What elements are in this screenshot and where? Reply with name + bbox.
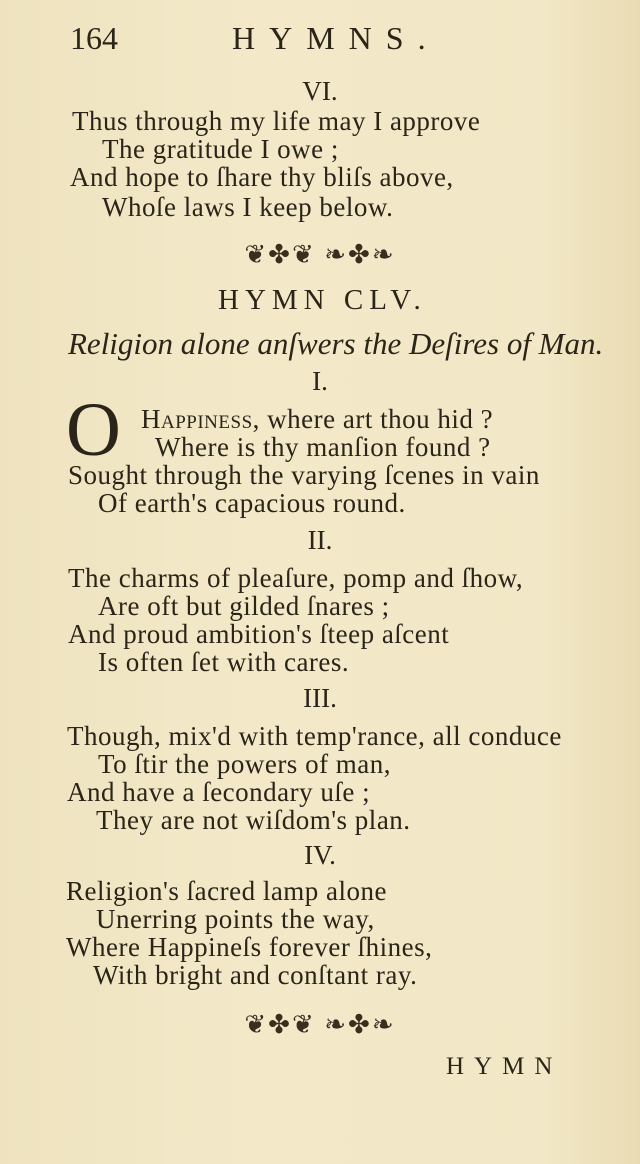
stanza-numeral: III. <box>303 683 337 713</box>
verse-line: Is often ſet with cares. <box>98 647 350 677</box>
verse-line: The charms of pleaſure, pomp and ſhow, <box>68 563 524 593</box>
page-number: 164 <box>70 20 118 56</box>
verse-line: And hope to ſhare thy bliſs above, <box>70 162 454 192</box>
verse-line <box>141 404 493 435</box>
verse-line: Though, mix'd with temp'rance, all conduce <box>67 721 562 751</box>
running-title: HYMNS. <box>232 20 440 56</box>
first-line-rest: where art thou hid ? <box>259 404 494 434</box>
verse-line: Religion's ſacred lamp alone <box>66 876 388 906</box>
verse-line: With bright and conſtant ray. <box>93 960 418 990</box>
first-word: Happiness, <box>141 404 260 434</box>
ornament-divider: ❦✤❦ ❧✤❧ <box>244 240 396 269</box>
verse-line: Sought through the varying ſcenes in vain <box>68 460 540 490</box>
verse-line: And have a ſecondary uſe ; <box>67 777 371 807</box>
stanza-numeral: IV. <box>304 840 336 870</box>
stanza-numeral: VI. <box>302 76 338 106</box>
stanza-numeral: I. <box>312 366 328 396</box>
stanza-numeral: II. <box>307 525 333 555</box>
verse-line: Whoſe laws I keep below. <box>102 192 394 222</box>
verse-line: To ſtir the powers of man, <box>98 749 392 779</box>
verse-line: Thus through my life may I approve <box>72 106 481 136</box>
hymn-title: HYMN CLV. <box>218 284 427 316</box>
verse-line: Are oft but gilded ſnares ; <box>98 591 390 621</box>
verse-line: The gratitude I owe ; <box>102 134 339 164</box>
catchword: HYMN <box>446 1053 563 1080</box>
verse-line: Where Happineſs forever ſhines, <box>66 932 433 962</box>
verse-line: They are not wiſdom's plan. <box>96 805 411 835</box>
ornament-divider: ❦✤❦ ❧✤❧ <box>244 1010 396 1039</box>
verse-line: And proud ambition's ſteep aſcent <box>68 619 450 649</box>
verse-line: Unerring points the way, <box>96 904 375 934</box>
drop-cap: O <box>66 388 121 472</box>
hymn-subtitle: Religion alone anſwers the Deſires of Man. <box>68 326 604 361</box>
verse-line: Of earth's capacious round. <box>98 488 406 518</box>
verse-line: Where is thy manſion found ? <box>155 432 491 462</box>
